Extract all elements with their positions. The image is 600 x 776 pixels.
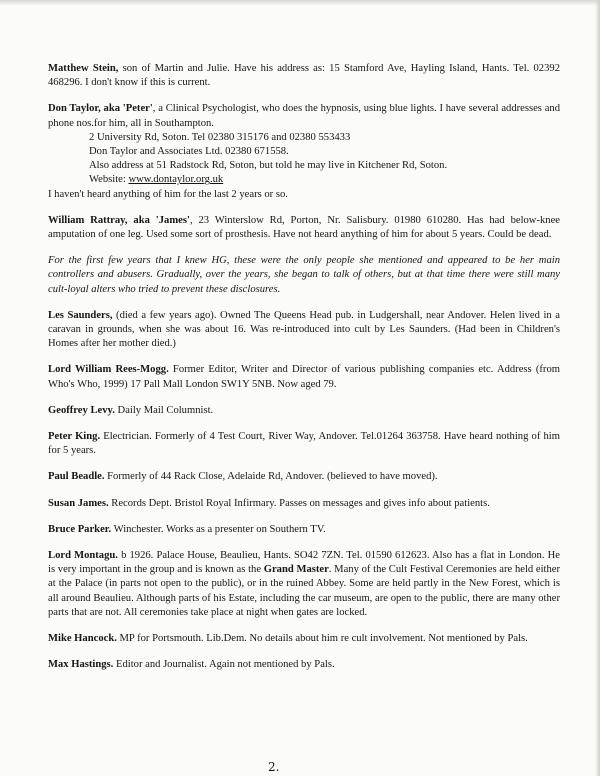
scan-shadow-right: [595, 0, 600, 776]
entry-max-hastings: [48, 658, 560, 672]
entry-name: William Rattray, aka 'James': [48, 214, 190, 226]
entry-text-continued: . Many of the Cult Festival Ceremonies are held either at the Palace (in parts not open to the public), or in the ruined Abbey. Some are held partly in the New Forest, which is all around Beaulieu. Although parts of his Estate, including the car museum, are open to the public, there are many other parts that are not. All ceremonies take place at night when gates are locked.: [48, 564, 561, 618]
entry-text: (died a few years ago). Owned The Queens Head pub. in Ludgershall, near Andover. Helen lived in a caravan in grounds, when she was about 16. Was re-introduced into cult by Les Saunders. (Had been in Children's Homes after her mother died.): [48, 309, 560, 350]
page-number: 2.: [268, 760, 280, 774]
entry-name: Lord William Rees-Mogg.: [48, 364, 169, 376]
entry-matthew-stein: [48, 62, 560, 90]
document-body: [48, 62, 560, 685]
entry-name: Geoffrey Levy.: [48, 404, 115, 416]
scan-shadow-top: [0, 0, 600, 6]
entry-text: , a Clinical Psychologist, who does the hypnosis, using blue lights. I have several addresses and phone nos.for him, all in Southampton.: [48, 103, 561, 129]
entry-bruce-parker: [48, 523, 560, 537]
entry-name: Lord Montagu.: [48, 550, 118, 562]
address-line: 2 University Rd, Soton. Tel 02380 315176 and 02380 553433: [89, 131, 351, 143]
entry-name: Bruce Parker.: [48, 523, 112, 535]
address-line: Also address at 51 Radstock Rd, Soton, but told he may live in Kitchener Rd, Soton.: [89, 160, 448, 172]
website-link[interactable]: www.dontaylor.org.uk: [128, 174, 224, 186]
entry-text: Records Dept. Bristol Royal Infirmary. Passes on messages and gives info about patients.: [108, 497, 490, 509]
entry-mike-hancock: [48, 632, 560, 646]
entry-text: Editor and Journalist. Again not mentioned by Pals.: [113, 659, 335, 671]
entry-note: I haven't heard anything of him for the last 2 years or so.: [48, 188, 288, 200]
entry-susan-james: [48, 497, 560, 511]
entry-name: Max Hastings.: [48, 659, 114, 671]
entry-name: Matthew Stein,: [48, 63, 119, 74]
entry-geoffrey-levy: [48, 404, 560, 418]
website-label: Website:: [89, 174, 129, 186]
entry-paul-beadle: [48, 470, 560, 484]
entry-text: b 1926. Palace House, Beaulieu, Hants. SO42 7ZN. Tel. 01590 612623. Also has a flat in London. He is very important in the group and is known as the: [48, 550, 560, 576]
entry-text: son of Martin and Julie. Have his address as: 15 Stamford Ave, Hayling Island, Hants. Tel. 02392 468296. I don't know if this is current.: [48, 63, 560, 89]
italic-commentary: For the first few years that I knew HG, these were the only people she mentioned and appeared to be her main controllers and abusers. Gradually, over the years, she began to talk of others, but at that time there were still many cult-loyal alters who tried to prevent these disclosures.: [48, 255, 560, 295]
entry-text: Formerly of 44 Rack Close, Adelaide Rd, Andover. (believed to have moved).: [104, 471, 438, 483]
entry-text: Former Editor, Writer and Director of various publishing companies etc. Address (from Who's Who, 1999) 17 Pall Mall London SW1Y 5NB. Now aged 79.: [48, 364, 560, 390]
website-line: [48, 173, 560, 187]
grand-master-title: Grand Master: [263, 564, 329, 576]
entry-peter-king: [48, 430, 560, 458]
entry-name: Peter King.: [48, 431, 101, 443]
entry-text: Winchester. Works as a presenter on Southern TV.: [111, 523, 326, 535]
address-line: Don Taylor and Associates Ltd. 02380 671558.: [89, 146, 289, 158]
entry-text: MP for Portsmouth. Lib.Dem. No details about him re cult involvement. Not mentioned by Pals.: [116, 633, 528, 645]
entry-name: Paul Beadle.: [48, 471, 105, 483]
entry-text: , 23 Winterslow Rd, Porton, Nr. Salisbury. 01980 610280. Has had below-knee amputation of one leg. Used some sort of prosthesis. Have not heard anything of him for about 5 years. Could be dead.: [48, 214, 560, 241]
entry-name: Don Taylor, aka 'Peter': [48, 103, 153, 115]
entry-name: Les Saunders,: [48, 309, 113, 321]
entry-rees-mogg: [48, 363, 560, 391]
entry-text: Electrician. Formerly of 4 Test Court, River Way, Andover. Tel.01264 363758. Have heard nothing of him for 5 years.: [48, 431, 560, 457]
entry-william-rattray: [48, 214, 560, 242]
entry-name: Mike Hancock.: [48, 633, 117, 645]
entry-don-taylor: [48, 102, 560, 201]
entry-text: Daily Mail Columnist.: [114, 404, 214, 416]
entry-lord-montagu: [48, 549, 560, 620]
entry-name: Susan James.: [48, 497, 109, 509]
entry-les-saunders: [48, 309, 560, 352]
